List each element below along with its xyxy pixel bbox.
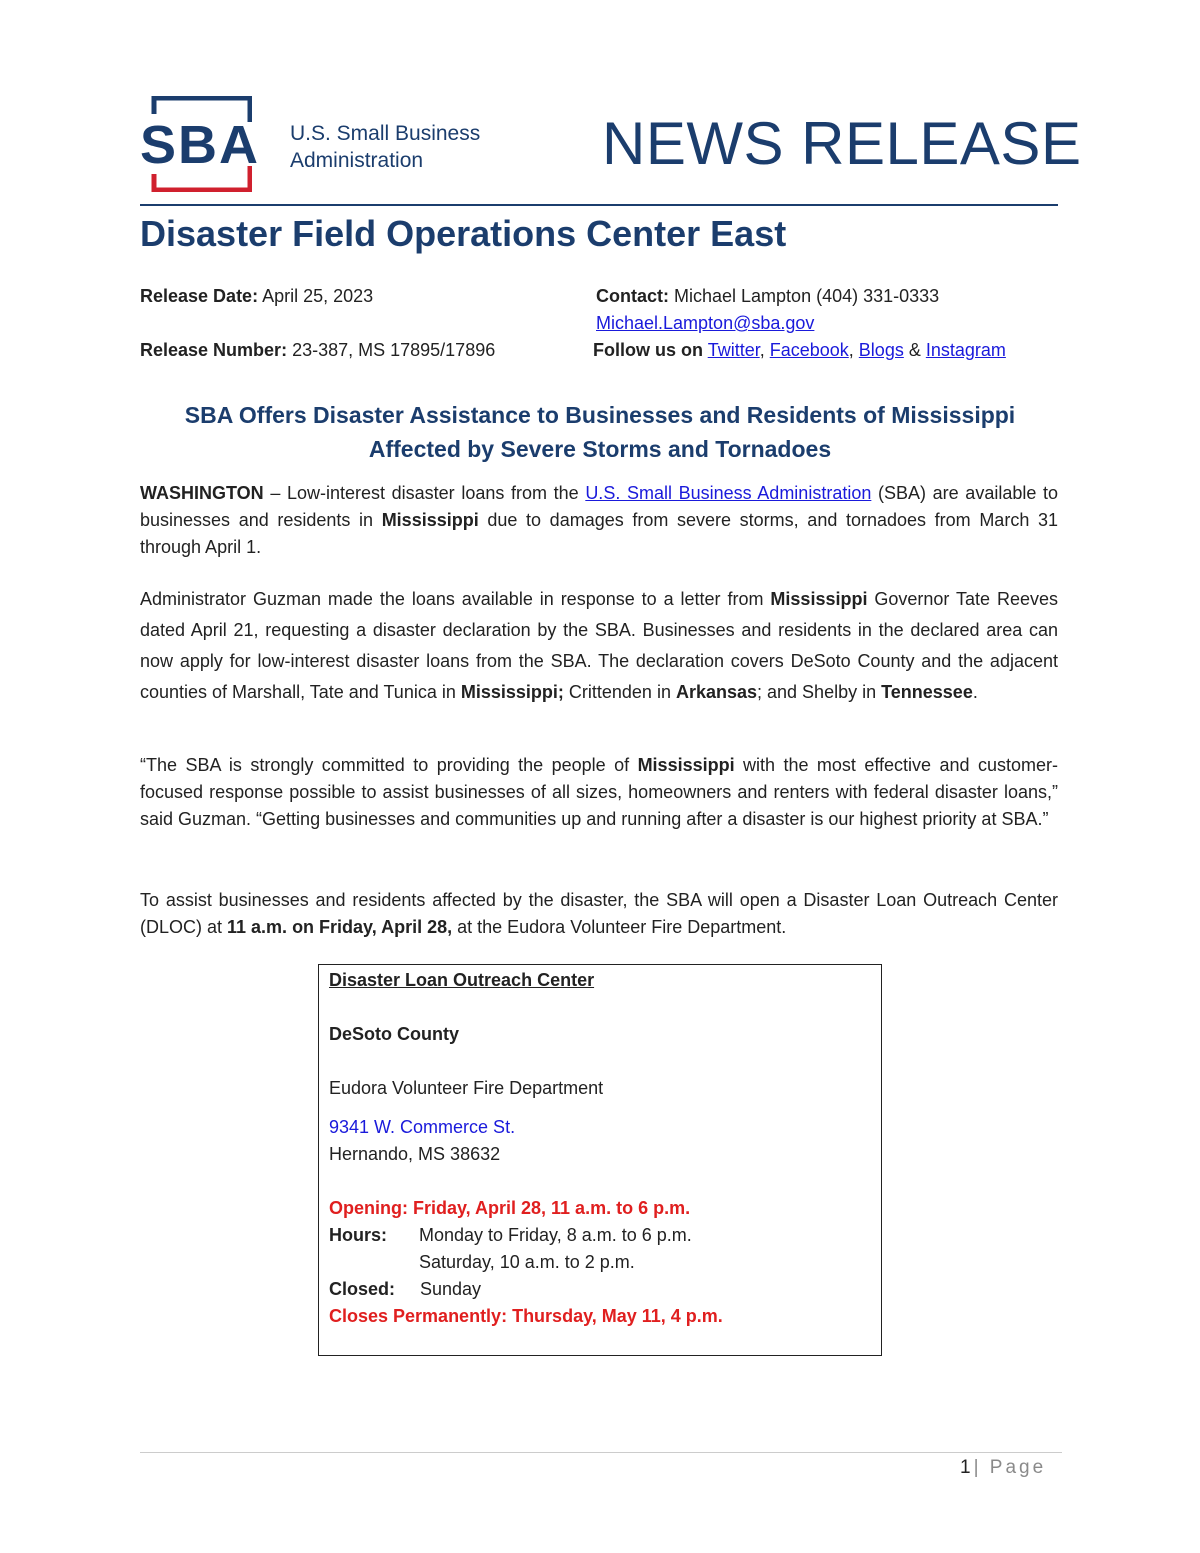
dloc-opening: Opening: Friday, April 28, 11 a.m. to 6 p.m. [329, 1198, 691, 1218]
dloc-closed-value: Sunday [420, 1279, 482, 1299]
sba-website-link[interactable]: U.S. Small Business Administration [585, 483, 872, 503]
twitter-link[interactable]: Twitter [707, 340, 760, 360]
paragraph-2: Administrator Guzman made the loans available in response to a letter from Mississippi Governor Tate Reeves dated April 21, requesting a disaster declaration by the SBA. Businesses and residents in the declared area can now apply for low-interest disaster loans from the SBA. The declaration covers DeSoto County and the adjacent counties of Marshall, Tate and Tunica in Mississippi; Crittenden in Arkansas; and Shelby in Tennessee. [140, 589, 1058, 702]
contact-email [596, 310, 814, 337]
contact: Contact: Michael Lampton (404) 331-0333 [596, 286, 940, 306]
header-divider [140, 204, 1058, 206]
dloc-city: Hernando, MS 38632 [329, 1144, 501, 1164]
headline [140, 398, 1060, 466]
facebook-link[interactable]: Facebook [769, 340, 849, 360]
dloc-closes-permanently: Closes Permanently: Thursday, May 11, 4 p.m. [329, 1306, 723, 1326]
release-number: Release Number: 23-387, MS 17895/17896 [140, 340, 496, 360]
dloc-street: 9341 W. Commerce St. [329, 1117, 516, 1137]
footer-divider [140, 1452, 1062, 1453]
paragraph-1: WASHINGTON – Low-interest disaster loans from the U.S. Small Business Administration (SBA) are available to businesses and residents in Mississippi due to damages from severe storms, and tornadoes from March 31 through April 1. [140, 483, 1059, 557]
dloc-venue: Eudora Volunteer Fire Department [329, 1078, 604, 1098]
blogs-link[interactable]: Blogs [858, 340, 904, 360]
headline-line-1: SBA Offers Disaster Assistance to Businesses and Residents of Mississippi [184, 402, 1016, 428]
dloc-hours-label: Hours: [329, 1225, 387, 1245]
sba-logo [140, 96, 261, 192]
dloc-closed-label: Closed: [329, 1279, 396, 1299]
paragraph-4: To assist businesses and residents affected by the disaster, the SBA will open a Disaster Loan Outreach Center (DLOC) at 11 a.m. on Friday, April 28, at the Eudora Volunteer Fire Department. [140, 890, 1058, 937]
agency-name [290, 120, 480, 174]
social-links: Follow us on Twitter, Facebook, Blogs & Instagram [593, 340, 1006, 360]
page-number: 1| Page [960, 1457, 1047, 1478]
agency-line-2: Administration [290, 149, 424, 172]
contact-email-link[interactable]: Michael.Lampton@sba.gov [596, 313, 815, 333]
headline-line-2: Affected by Severe Storms and Tornadoes [368, 436, 832, 462]
dloc-hours-weekday: Monday to Friday, 8 a.m. to 6 p.m. [419, 1225, 692, 1245]
release-type-heading: NEWS RELEASE [602, 110, 1082, 177]
logo-letters: SBA [140, 115, 261, 175]
paragraph-3-quote: “The SBA is strongly committed to providing the people of Mississippi with the most effective and customer-focused response possible to assist businesses of all sizes, homeowners and renters with federal disaster loans,” said Guzman. “Getting businesses and communities up and running after a disaster is our highest priority at SBA.” [140, 755, 1058, 829]
instagram-link[interactable]: Instagram [925, 340, 1006, 360]
dloc-title: Disaster Loan Outreach Center [329, 970, 595, 990]
release-date: Release Date: April 25, 2023 [140, 286, 374, 306]
dloc-hours-saturday: Saturday, 10 a.m. to 2 p.m. [419, 1252, 635, 1272]
dloc-county: DeSoto County [329, 1024, 459, 1044]
dloc-info-box [318, 964, 882, 1356]
agency-line-1: U.S. Small Business [290, 122, 481, 145]
office-title: Disaster Field Operations Center East [140, 213, 787, 254]
